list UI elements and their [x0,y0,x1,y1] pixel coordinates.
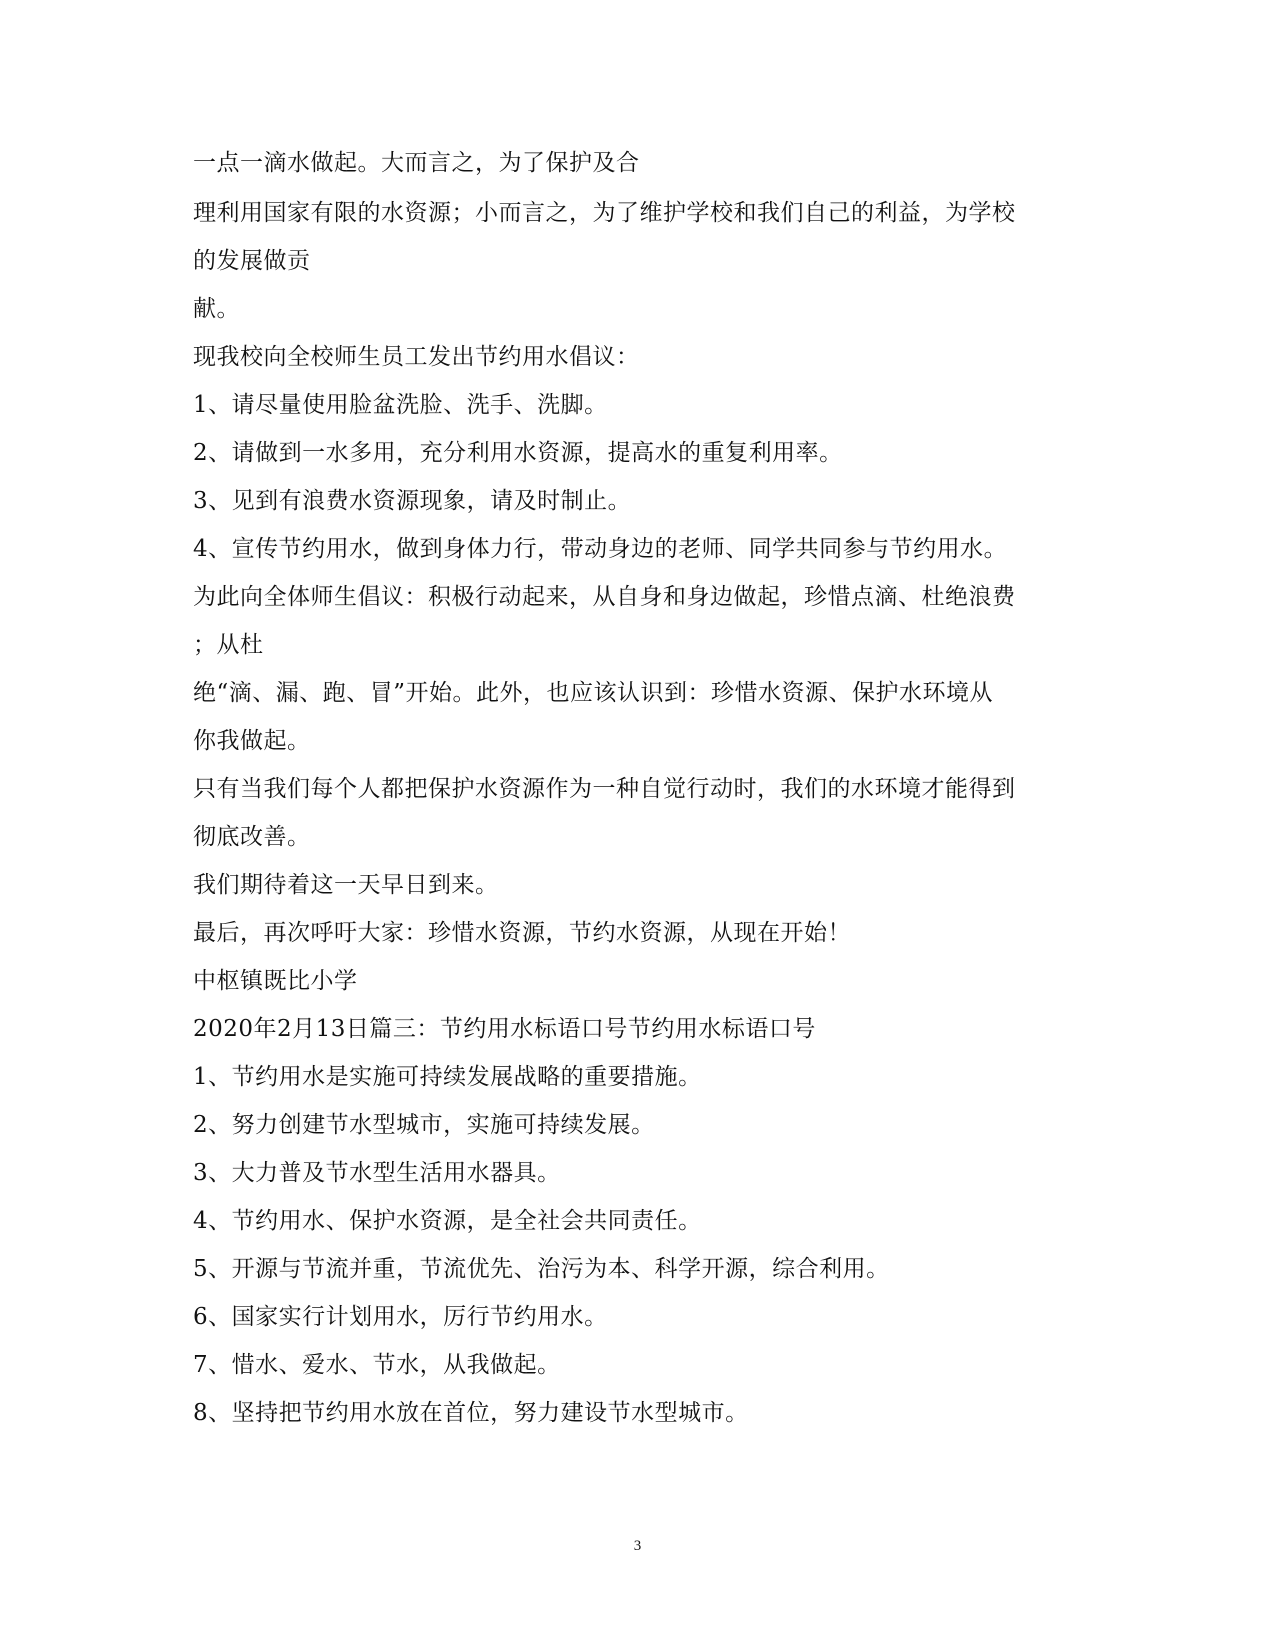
date-and-section-title: 2020年2月13日篇三：节约用水标语口号节约用水标语口号 [193,1016,816,1042]
text-line: 一点一滴水做起。大而言之，为了保护及合 [193,150,640,176]
list-item: 5、开源与节流并重，节流优先、治污为本、科学开源，综合利用。 [193,1256,890,1282]
signature-school: 中枢镇既比小学 [193,968,358,994]
text-line: 的发展做贡 [193,248,311,274]
list-item: 1、节约用水是实施可持续发展战略的重要措施。 [193,1064,702,1090]
list-item: 6、国家实行计划用水，厉行节约用水。 [193,1304,608,1330]
text-line: 为此向全体师生倡议：积极行动起来，从自身和身边做起，珍惜点滴、杜绝浪费 [193,584,1016,610]
list-item: 8、坚持把节约用水放在首位，努力建设节水型城市。 [193,1400,749,1426]
text-line: 彻底改善。 [193,824,311,850]
text-line: 绝“滴、漏、跑、冒”开始。此外，也应该认识到：珍惜水资源、保护水环境从 [193,680,994,706]
list-item: 1、请尽量使用脸盆洗脸、洗手、洗脚。 [193,392,608,418]
list-item: 2、请做到一水多用，充分利用水资源，提高水的重复利用率。 [193,440,843,466]
text-line: 献。 [193,296,240,322]
text-line: 只有当我们每个人都把保护水资源作为一种自觉行动时，我们的水环境才能得到 [193,776,1016,802]
list-item: 2、努力创建节水型城市，实施可持续发展。 [193,1112,655,1138]
list-item: 3、见到有浪费水资源现象，请及时制止。 [193,488,632,514]
list-item: 4、宣传节约用水，做到身体力行，带动身边的老师、同学共同参与节约用水。 [193,536,1008,562]
text-line: 我们期待着这一天早日到来。 [193,872,499,898]
text-line: 理利用国家有限的水资源；小而言之，为了维护学校和我们自己的利益，为学校 [193,200,1016,226]
text-line: ；从杜 [193,632,264,658]
list-item: 4、节约用水、保护水资源，是全社会共同责任。 [193,1208,702,1234]
list-item: 3、大力普及节水型生活用水器具。 [193,1160,561,1186]
text-line: 最后，再次呼吁大家：珍惜水资源，节约水资源，从现在开始！ [193,920,851,946]
text-line: 你我做起。 [193,728,311,754]
page-number: 3 [633,1538,642,1554]
list-item: 7、惜水、爱水、节水，从我做起。 [193,1352,561,1378]
text-line: 现我校向全校师生员工发出节约用水倡议： [193,344,640,370]
